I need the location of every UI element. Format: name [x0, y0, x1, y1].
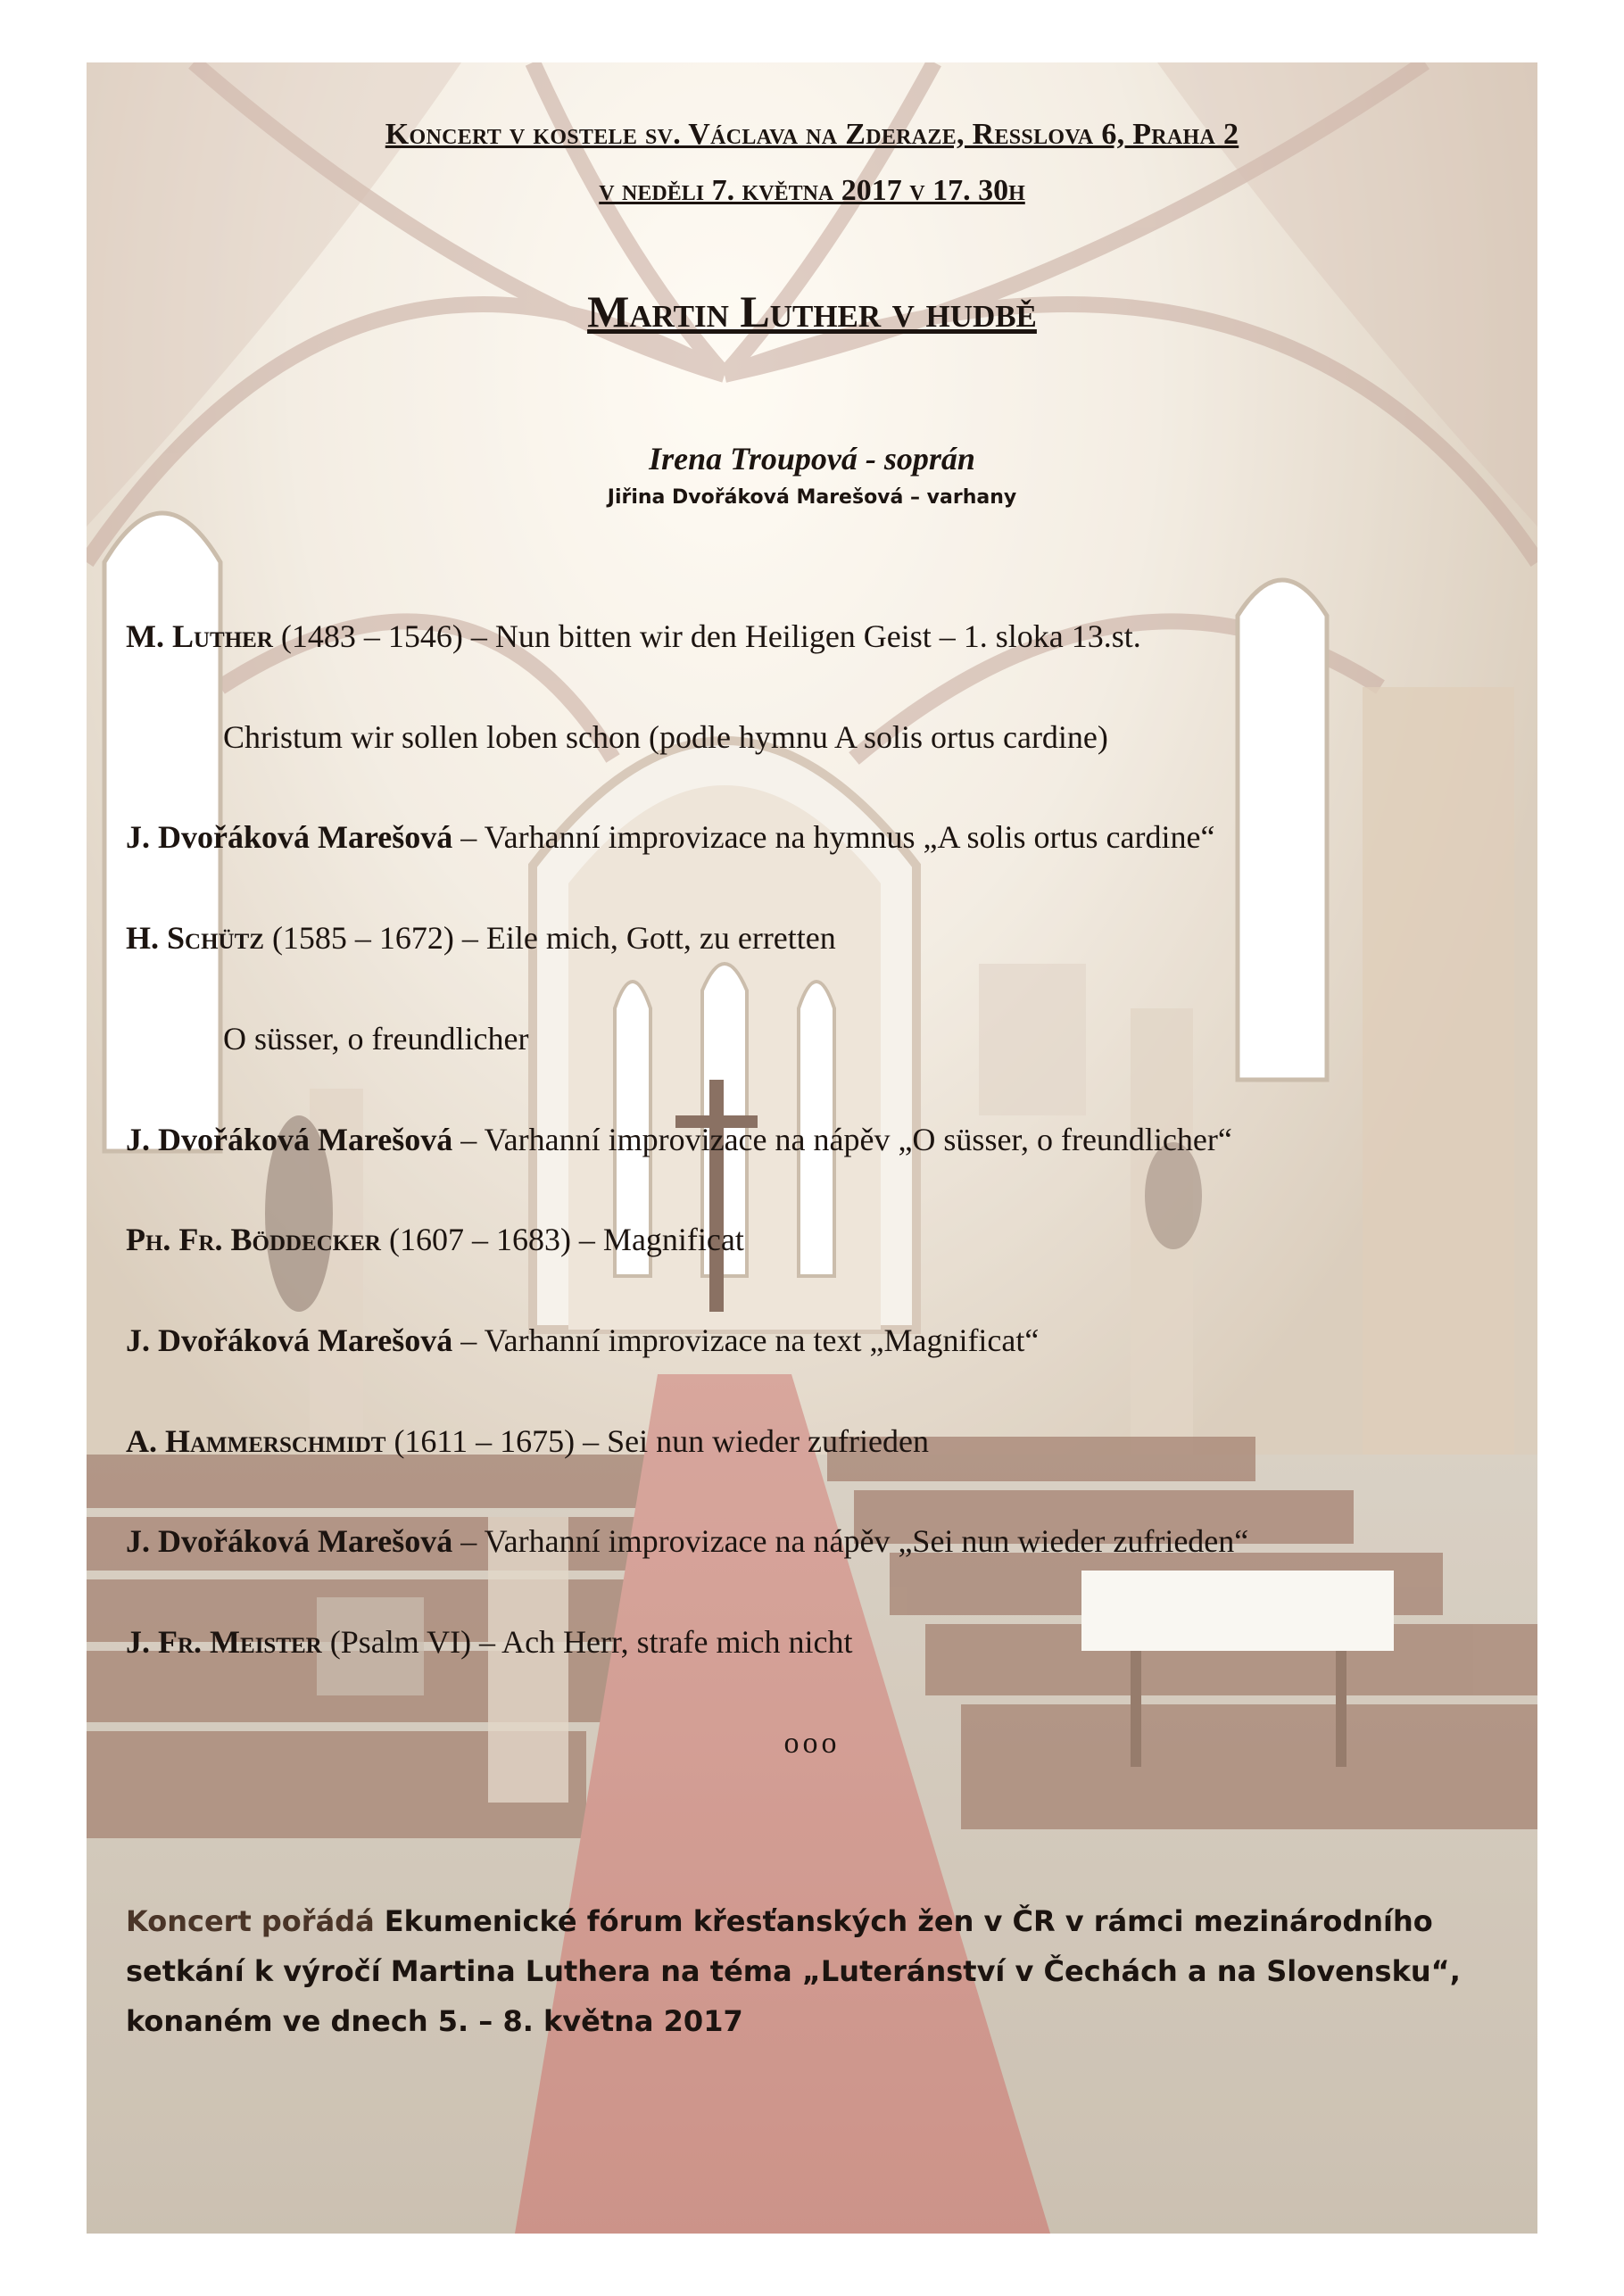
composer-name: J. Dvořáková Marešová [126, 1322, 453, 1358]
program-piece: (1483 – 1546) – Nun bitten wir den Heiligen Geist – 1. sloka 13.st. [272, 618, 1141, 654]
program-piece: (1611 – 1675) – Sei nun wieder zufrieden [385, 1423, 929, 1459]
soprano-performer: Irena Troupová - soprán [649, 441, 975, 477]
program-piece: O süsser, o freundlicher [223, 1021, 529, 1057]
program-piece: – Varhanní improvizace na nápěv „Sei nun wieder zufrieden“ [452, 1523, 1249, 1559]
organizer-text: Ekumenické fórum křesťanských žen v ČR v rámci mezinárodního setkání k výročí Martina Luthera na téma „Luteránství v Čechách a na Slovensku“, konaném ve dnech 5. – 8. května 2017 [126, 1904, 1461, 2038]
organizer-note [126, 1896, 1482, 2046]
program-item [126, 1623, 852, 1661]
program-item [126, 618, 1141, 655]
date-line: v neděli 7. května 2017 v 17. 30h [599, 174, 1025, 207]
program-item [126, 919, 836, 957]
program-piece: (Psalm VI) – Ach Herr, strafe mich nicht [321, 1624, 853, 1660]
composer-name: A. Hammerschmidt [126, 1423, 386, 1459]
program-item [126, 818, 1214, 856]
poster-title: Martin Luther v hudbě [587, 286, 1037, 336]
composer-name: J. Dvořáková Marešová [126, 1523, 453, 1559]
composer-name: M. Luther [126, 618, 273, 654]
program-item [223, 1020, 528, 1057]
organizer-lead: Koncert pořádá [126, 1904, 375, 1938]
program-item [126, 1121, 1232, 1158]
program-piece: – Varhanní improvizace na nápěv „O süsser, o freundlicher“ [452, 1122, 1232, 1157]
composer-name: Ph. Fr. Böddecker [126, 1222, 381, 1257]
organ-performer: Jiřina Dvořáková Marešová – varhany [607, 486, 1017, 509]
composer-name: J. Fr. Meister [126, 1624, 322, 1660]
program-piece: (1607 – 1683) – Magnificat [380, 1222, 744, 1257]
program-piece: (1585 – 1672) – Eile mich, Gott, zu erretten [263, 920, 836, 956]
composer-name: J. Dvořáková Marešová [126, 1122, 453, 1157]
poster-content [87, 62, 1537, 2234]
program-item [126, 1422, 929, 1460]
composer-name: H. Schütz [126, 920, 264, 956]
section-separator: ooo [783, 1727, 841, 1760]
program-item [223, 718, 1108, 756]
program-piece: – Varhanní improvizace na text „Magnificat“ [452, 1322, 1040, 1358]
venue-line: Koncert v kostele sv. Václava na Zderaze, Resslova 6, Praha 2 [385, 118, 1239, 151]
composer-name: J. Dvořáková Marešová [126, 819, 453, 855]
program-piece: – Varhanní improvizace na hymnus „A solis ortus cardine“ [452, 819, 1215, 855]
program-item [126, 1322, 1039, 1359]
poster [87, 62, 1537, 2234]
program-item [126, 1221, 744, 1258]
program-item [126, 1522, 1248, 1560]
program-piece: Christum wir sollen loben schon (podle hymnu A solis ortus cardine) [223, 719, 1108, 755]
